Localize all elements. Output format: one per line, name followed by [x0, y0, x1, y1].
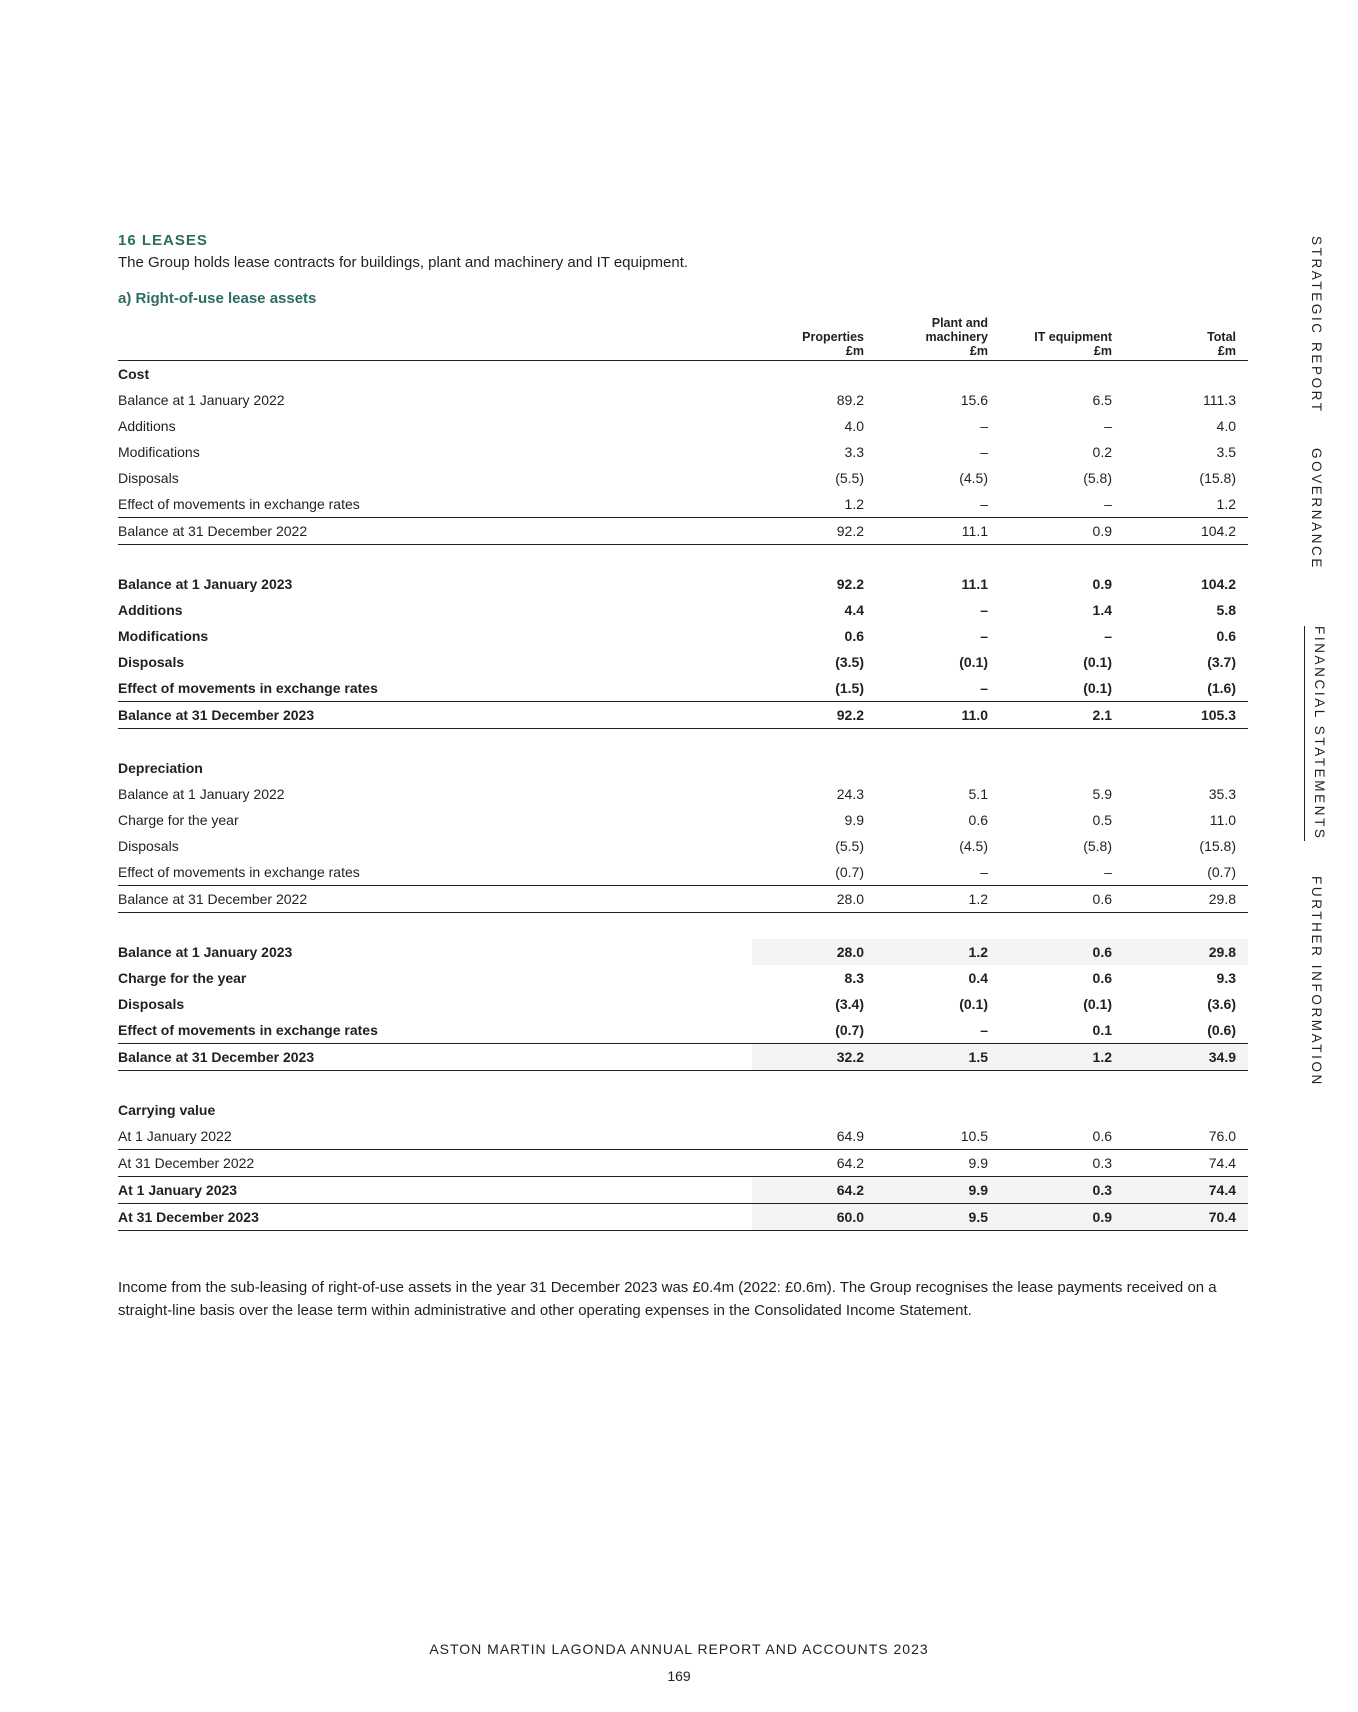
- table-body: [118, 361, 1248, 1231]
- column-header-line: machinery: [925, 330, 988, 344]
- cell-it-equipment: 0.9: [1000, 518, 1124, 545]
- row-label: Disposals: [118, 654, 185, 670]
- cell-plant-machinery: 0.6: [968, 812, 988, 828]
- cell-plant-machinery: –: [876, 491, 1000, 518]
- cell-total: 76.0: [1124, 1123, 1248, 1150]
- cell-it-equipment: [1000, 1097, 1124, 1123]
- table-row: [118, 597, 1248, 623]
- cell-plant-machinery: 9.9: [876, 1177, 1000, 1204]
- cell-properties: [752, 755, 876, 781]
- cell-it-equipment: [1000, 361, 1124, 388]
- row-label: Disposals: [118, 838, 179, 854]
- table-row: [118, 1150, 1248, 1177]
- cell-properties: 60.0: [752, 1204, 876, 1231]
- cell-properties: [752, 1097, 876, 1123]
- column-header-unit: £m: [969, 344, 988, 358]
- cell-it-equipment: (0.1): [1083, 654, 1112, 670]
- cell-it-equipment: –: [1104, 628, 1112, 644]
- cell-properties: 32.2: [752, 1044, 876, 1071]
- cell-it-equipment: (5.8): [1083, 470, 1112, 486]
- table-row: [118, 965, 1248, 991]
- cell-plant-machinery: 11.1: [961, 576, 988, 592]
- cell-properties: (5.5): [835, 470, 864, 486]
- cell-it-equipment: 0.3: [1000, 1150, 1124, 1177]
- cell-total: 70.4: [1124, 1204, 1248, 1231]
- cell-total: (15.8): [1199, 470, 1236, 486]
- cell-properties: 1.2: [752, 491, 876, 518]
- cell-plant-machinery: 9.9: [876, 1150, 1000, 1177]
- cell-total: 35.3: [1208, 786, 1236, 802]
- table-row: [118, 991, 1248, 1017]
- table-row: [118, 1204, 1248, 1231]
- cell-total: 74.4: [1124, 1150, 1248, 1177]
- table-row: [118, 387, 1248, 413]
- cell-plant-machinery: –: [980, 444, 988, 460]
- cell-plant-machinery: –: [876, 1017, 1000, 1044]
- row-label: At 31 December 2023: [118, 1204, 752, 1231]
- table-spacer-row: [118, 545, 1248, 572]
- table-spacer-row: [118, 729, 1248, 756]
- column-header-line: Total: [1207, 330, 1236, 344]
- cell-total: (3.7): [1207, 654, 1236, 670]
- row-label: Balance at 31 December 2023: [118, 702, 752, 729]
- cell-properties: 9.9: [844, 812, 864, 828]
- cell-total: 29.8: [1124, 939, 1248, 965]
- cell-properties: (3.5): [835, 654, 864, 670]
- cell-it-equipment: 5.9: [1092, 786, 1112, 802]
- row-label: Balance at 1 January 2023: [118, 944, 293, 960]
- side-navigation: [1304, 236, 1327, 1096]
- cell-it-equipment: (0.1): [1083, 996, 1112, 1012]
- side-nav-governance[interactable]: GOVERNANCE: [1309, 448, 1324, 571]
- row-label: Balance at 1 January 2022: [118, 786, 285, 802]
- table-row: [118, 465, 1248, 491]
- footer-title: ASTON MARTIN LAGONDA ANNUAL REPORT AND ACCOUNTS 2023: [429, 1641, 929, 1657]
- cell-properties: [752, 361, 876, 388]
- sub-section-title: a) Right-of-use lease assets: [118, 290, 317, 307]
- table-row: [118, 518, 1248, 545]
- row-label: Carrying value: [118, 1102, 216, 1118]
- spacer-cell: [118, 545, 1248, 572]
- row-label: Effect of movements in exchange rates: [118, 1017, 752, 1044]
- cell-properties: (0.7): [752, 1017, 876, 1044]
- table-row: [118, 781, 1248, 807]
- row-label: Cost: [118, 366, 150, 382]
- table-spacer-row: [118, 1071, 1248, 1098]
- table-row: [118, 491, 1248, 518]
- row-label: Effect of movements in exchange rates: [118, 675, 752, 702]
- cell-properties: 64.9: [752, 1123, 876, 1150]
- cell-properties: 8.3: [844, 970, 864, 986]
- row-label: Modifications: [118, 628, 209, 644]
- cell-properties: 64.2: [752, 1177, 876, 1204]
- row-label: Disposals: [118, 470, 179, 486]
- table-section-heading-row: [118, 361, 1248, 388]
- cell-total: 5.8: [1216, 602, 1236, 618]
- table-section-heading-row: [118, 755, 1248, 781]
- cell-properties: 28.0: [752, 939, 876, 965]
- column-header-unit: £m: [1217, 344, 1236, 358]
- row-label: Effect of movements in exchange rates: [118, 491, 752, 518]
- cell-it-equipment: –: [1000, 491, 1124, 518]
- table-spacer-row: [118, 913, 1248, 940]
- cell-it-equipment: 0.6: [1092, 970, 1112, 986]
- cell-it-equipment: 0.9: [1092, 576, 1112, 592]
- row-label: Modifications: [118, 444, 200, 460]
- cell-plant-machinery: 5.1: [968, 786, 988, 802]
- cell-plant-machinery: –: [980, 628, 988, 644]
- column-header-line: Properties: [802, 330, 864, 344]
- cell-it-equipment: [1000, 755, 1124, 781]
- row-label: Balance at 1 January 2022: [118, 392, 285, 408]
- cell-it-equipment: (5.8): [1083, 838, 1112, 854]
- cell-plant-machinery: 15.6: [960, 392, 988, 408]
- side-nav-further-information[interactable]: FURTHER INFORMATION: [1309, 876, 1324, 1087]
- cell-plant-machinery: 11.1: [876, 518, 1000, 545]
- row-label: Effect of movements in exchange rates: [118, 859, 752, 886]
- cell-total: 111.3: [1203, 392, 1236, 408]
- cell-total: [1124, 361, 1248, 388]
- table-row: [118, 675, 1248, 702]
- cell-it-equipment: 2.1: [1000, 702, 1124, 729]
- row-label: At 31 December 2022: [118, 1150, 752, 1177]
- column-header-line: IT equipment: [1034, 330, 1112, 344]
- cell-plant-machinery: [876, 361, 1000, 388]
- cell-it-equipment: 0.6: [1000, 1123, 1124, 1150]
- cell-total: 29.8: [1124, 886, 1248, 913]
- row-label: Additions: [118, 418, 176, 434]
- cell-total: (15.8): [1199, 838, 1236, 854]
- cell-total: [1124, 1097, 1248, 1123]
- table-row: [118, 1017, 1248, 1044]
- cell-it-equipment: 1.2: [1000, 1044, 1124, 1071]
- column-header-unit: £m: [1093, 344, 1112, 358]
- cell-properties: 92.2: [752, 702, 876, 729]
- cell-total: 9.3: [1216, 970, 1236, 986]
- row-label: At 1 January 2023: [118, 1177, 752, 1204]
- table-row: [118, 649, 1248, 675]
- table-row: [118, 859, 1248, 886]
- cell-it-equipment: 0.9: [1000, 1204, 1124, 1231]
- cell-total: (0.6): [1124, 1017, 1248, 1044]
- cell-properties: 24.3: [836, 786, 864, 802]
- column-header-total: [1124, 310, 1248, 361]
- cell-properties: (3.4): [835, 996, 864, 1012]
- table-row: [118, 413, 1248, 439]
- table-row: [118, 571, 1248, 597]
- table-row: [118, 833, 1248, 859]
- cell-plant-machinery: 1.2: [876, 886, 1000, 913]
- row-label: Disposals: [118, 996, 185, 1012]
- row-label: Balance at 1 January 2023: [118, 576, 293, 592]
- cell-it-equipment: 1.4: [1092, 602, 1112, 618]
- cell-properties: 4.0: [844, 418, 864, 434]
- cell-total: (0.7): [1124, 859, 1248, 886]
- cell-it-equipment: –: [1000, 859, 1124, 886]
- cell-it-equipment: 0.6: [1000, 939, 1124, 965]
- table-row: [118, 702, 1248, 729]
- spacer-cell: [118, 913, 1248, 940]
- row-label: Balance at 31 December 2022: [118, 886, 752, 913]
- cell-total: 4.0: [1216, 418, 1236, 434]
- column-header-unit: £m: [845, 344, 864, 358]
- cell-plant-machinery: 1.2: [876, 939, 1000, 965]
- cell-plant-machinery: –: [980, 602, 988, 618]
- table-section-heading-row: [118, 1097, 1248, 1123]
- column-header-plant-machinery: [876, 310, 1000, 361]
- cell-total: 74.4: [1124, 1177, 1248, 1204]
- cell-plant-machinery: 9.5: [876, 1204, 1000, 1231]
- header-label-cell: [118, 310, 752, 361]
- cell-total: 0.6: [1216, 628, 1236, 644]
- spacer-cell: [118, 1071, 1248, 1098]
- side-nav-strategic-report[interactable]: STRATEGIC REPORT: [1309, 236, 1324, 414]
- table-row: [118, 1123, 1248, 1150]
- row-label: Additions: [118, 602, 183, 618]
- column-header-it-equipment: [1000, 310, 1124, 361]
- cell-it-equipment: 0.5: [1092, 812, 1112, 828]
- cell-plant-machinery: [876, 1097, 1000, 1123]
- cell-total: 1.2: [1124, 491, 1248, 518]
- cell-properties: 28.0: [752, 886, 876, 913]
- cell-plant-machinery: –: [876, 675, 1000, 702]
- cell-it-equipment: –: [1104, 418, 1112, 434]
- cell-properties: 89.2: [836, 392, 864, 408]
- side-nav-financial-statements[interactable]: FINANCIAL STATEMENTS: [1304, 626, 1327, 841]
- column-header-line: Plant and: [931, 316, 988, 330]
- footnote: Income from the sub-leasing of right-of-use assets in the year 31 December 2023 was £0.4m (2022: £0.6m). The Group recognises the lease payments received on a straight-line basis over the lease term within administrative and other operating expenses in the Consolidated Income Statement.: [118, 1279, 1217, 1319]
- cell-total: (1.6): [1124, 675, 1248, 702]
- cell-properties: (5.5): [835, 838, 864, 854]
- cell-it-equipment: 0.3: [1000, 1177, 1124, 1204]
- cell-properties: 0.6: [844, 628, 864, 644]
- cell-plant-machinery: –: [980, 418, 988, 434]
- cell-properties: 3.3: [844, 444, 864, 460]
- cell-total: [1124, 755, 1248, 781]
- cell-total: 105.3: [1124, 702, 1248, 729]
- cell-total: 104.2: [1200, 576, 1236, 592]
- table-header-row: [118, 310, 1248, 361]
- column-header-properties: [752, 310, 876, 361]
- row-label: Charge for the year: [118, 970, 247, 986]
- cell-total: 3.5: [1216, 444, 1236, 460]
- cell-properties: 64.2: [752, 1150, 876, 1177]
- cell-plant-machinery: (0.1): [959, 996, 988, 1012]
- cell-plant-machinery: 10.5: [876, 1123, 1000, 1150]
- table-row: [118, 807, 1248, 833]
- cell-total: 34.9: [1124, 1044, 1248, 1071]
- row-label: Depreciation: [118, 760, 203, 776]
- cell-properties: (0.7): [752, 859, 876, 886]
- spacer-cell: [118, 729, 1248, 756]
- cell-total: 104.2: [1124, 518, 1248, 545]
- row-label: Balance at 31 December 2022: [118, 518, 752, 545]
- row-label: Charge for the year: [118, 812, 239, 828]
- table-row: [118, 439, 1248, 465]
- cell-plant-machinery: (4.5): [959, 838, 988, 854]
- cell-properties: 4.4: [844, 602, 864, 618]
- row-label: Balance at 31 December 2023: [118, 1044, 752, 1071]
- cell-plant-machinery: –: [876, 859, 1000, 886]
- cell-plant-machinery: 0.4: [968, 970, 988, 986]
- cell-plant-machinery: [876, 755, 1000, 781]
- page-number: 169: [667, 1668, 691, 1684]
- cell-total: 11.0: [1209, 812, 1236, 828]
- cell-properties: 92.2: [752, 518, 876, 545]
- table-row: [118, 623, 1248, 649]
- table-row: [118, 939, 1248, 965]
- section-title: 16 LEASES: [118, 232, 208, 249]
- cell-it-equipment: 0.6: [1000, 886, 1124, 913]
- cell-plant-machinery: 1.5: [876, 1044, 1000, 1071]
- cell-plant-machinery: (0.1): [959, 654, 988, 670]
- cell-it-equipment: (0.1): [1000, 675, 1124, 702]
- cell-it-equipment: 0.2: [1092, 444, 1112, 460]
- cell-plant-machinery: (4.5): [959, 470, 988, 486]
- section-intro: The Group holds lease contracts for buildings, plant and machinery and IT equipment.: [118, 254, 689, 271]
- table-row: [118, 1044, 1248, 1071]
- table-row: [118, 886, 1248, 913]
- cell-properties: (1.5): [752, 675, 876, 702]
- table-row: [118, 1177, 1248, 1204]
- cell-total: (3.6): [1207, 996, 1236, 1012]
- row-label: At 1 January 2022: [118, 1123, 752, 1150]
- cell-plant-machinery: 11.0: [876, 702, 1000, 729]
- cell-it-equipment: 6.5: [1092, 392, 1112, 408]
- cell-it-equipment: 0.1: [1000, 1017, 1124, 1044]
- right-of-use-assets-table: [118, 310, 1248, 1231]
- cell-properties: 92.2: [836, 576, 864, 592]
